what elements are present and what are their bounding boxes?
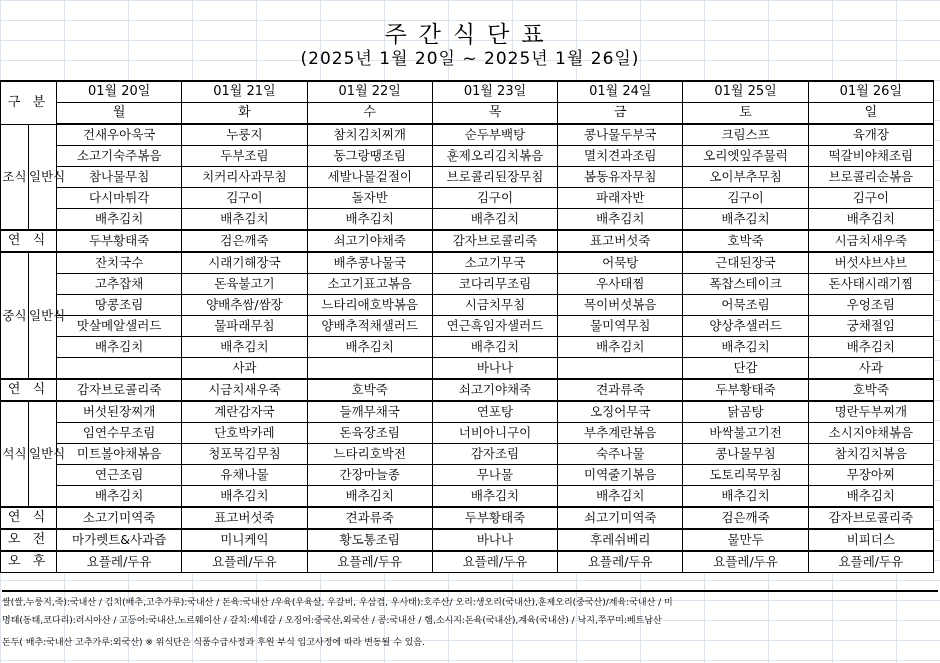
menu-item: 훈제오리김치볶음 xyxy=(432,146,557,167)
menu-item: 양배추적채샐러드 xyxy=(307,316,432,337)
breakfast_porridge-label: 연 식 xyxy=(1,230,57,252)
breakfast-meal-label: 조식 xyxy=(1,124,29,230)
lunch-row xyxy=(1,316,934,337)
menu-item: 유채나물 xyxy=(182,465,307,486)
breakfast-row xyxy=(1,146,934,167)
date-cell: 01월 23일 xyxy=(432,81,557,103)
menu-item: 잔치국수 xyxy=(57,252,182,274)
pm_snack-label: 오 후 xyxy=(1,551,57,573)
menu-item: 감자조림 xyxy=(432,444,557,465)
menu-item: 표고버섯죽 xyxy=(182,507,307,529)
breakfast-sub-label: 일반식 xyxy=(29,124,57,230)
pm_snack-row xyxy=(1,551,934,573)
menu-item: 돌자반 xyxy=(307,188,432,209)
menu-item: 버섯샤브샤브 xyxy=(808,252,933,274)
breakfast_porridge-row xyxy=(1,230,934,252)
menu-item: 호박죽 xyxy=(683,230,808,252)
menu-item: 폭찹스테이크 xyxy=(683,274,808,295)
breakfast-row xyxy=(1,209,934,231)
menu-item: 건새우아욱국 xyxy=(57,124,182,146)
date-cell: 01월 22일 xyxy=(307,81,432,103)
menu-item: 돈사태시래기찜 xyxy=(808,274,933,295)
origin-note-line-1: 쌀(쌀,누룽지,죽):국내산 / 김치(배추,고추가루):국내산 / 돈육:국내산 /우육(우육살, 우갈비, 우삼겹, 우사태):호주산/ 오리:생오리(국내산),훈제오리(중국산)/계육:국내산 / 미 xyxy=(2,590,938,614)
menu-item: 배추김치 xyxy=(683,337,808,358)
menu-item: 배추김치 xyxy=(182,209,307,231)
menu-item: 어묵조림 xyxy=(683,295,808,316)
dinner-row xyxy=(1,401,934,423)
menu-item: 배추김치 xyxy=(432,209,557,231)
menu-item: 바나나 xyxy=(432,529,557,551)
menu-item: 목이버섯볶음 xyxy=(558,295,683,316)
menu-item: 배추김치 xyxy=(432,337,557,358)
menu-item: 양상추샐러드 xyxy=(683,316,808,337)
menu-item: 브로콜리순볶음 xyxy=(808,167,933,188)
weekday-cell: 금 xyxy=(558,103,683,125)
menu-item: 무장아찌 xyxy=(808,465,933,486)
menu-item: 파래자반 xyxy=(558,188,683,209)
menu-item: 김구이 xyxy=(808,188,933,209)
weekday-cell: 토 xyxy=(683,103,808,125)
menu-item: 쇠고기미역죽 xyxy=(558,507,683,529)
menu-item: 배추김치 xyxy=(307,486,432,508)
menu-item: 명란두부찌개 xyxy=(808,401,933,423)
lunch-row xyxy=(1,252,934,274)
menu-item xyxy=(307,358,432,380)
menu-item: 물만두 xyxy=(683,529,808,551)
dinner-sub-label: 일반식 xyxy=(29,401,57,507)
lunch-sub-label: 일반식 xyxy=(29,252,57,379)
menu-item: 다시마튀각 xyxy=(57,188,182,209)
menu-item: 소시지야채볶음 xyxy=(808,423,933,444)
menu-item: 코다리무조림 xyxy=(432,274,557,295)
menu-item: 오이부추무침 xyxy=(683,167,808,188)
menu-item: 참치김치찌개 xyxy=(307,124,432,146)
menu-item: 표고버섯죽 xyxy=(558,230,683,252)
menu-item: 미역줄기볶음 xyxy=(558,465,683,486)
origin-note-line-3: 돈두( 배추:국내산 고추가루:외국산) ※ 위식단은 식품수급사정과 후원 부식 입고사정에 따라 변동될 수 있음. xyxy=(2,638,425,648)
lunch-meal-label: 중식 xyxy=(1,252,29,379)
breakfast-row xyxy=(1,124,934,146)
weekday-cell: 일 xyxy=(808,103,933,125)
lunch-row xyxy=(1,337,934,358)
menu-item: 요플레/두유 xyxy=(432,551,557,573)
dinner-row xyxy=(1,486,934,508)
menu-item: 사과 xyxy=(808,358,933,380)
menu-item: 물미역무침 xyxy=(558,316,683,337)
menu-item: 간장마늘종 xyxy=(307,465,432,486)
menu-item: 누룽지 xyxy=(182,124,307,146)
menu-item: 너비아니구이 xyxy=(432,423,557,444)
dinner-meal-label: 석식 xyxy=(1,401,29,507)
menu-item: 배추김치 xyxy=(307,209,432,231)
menu-item: 배추김치 xyxy=(558,209,683,231)
menu-item: 돈육불고기 xyxy=(182,274,307,295)
menu-item: 소고기무국 xyxy=(432,252,557,274)
origin-note-line-2: 명태(동태,코다리):러시아산 / 고등어:국내산,노르웨이산 / 갈치:세네갈 / 오징어:중국산,외국산 / 콩:국내산 / 햄,소시지:돈육(국내산),계육(국내산) / 낙지,쭈꾸미:베트남산 xyxy=(2,616,662,626)
dinner-row xyxy=(1,423,934,444)
menu-item: 사과 xyxy=(182,358,307,380)
menu-item: 소고기표고볶음 xyxy=(307,274,432,295)
menu-item: 멸치견과조림 xyxy=(558,146,683,167)
menu-item: 호박죽 xyxy=(808,379,933,401)
menu-item: 버섯된장찌개 xyxy=(57,401,182,423)
menu-item: 세발나물겉절이 xyxy=(307,167,432,188)
menu-item: 소고기숙주볶음 xyxy=(57,146,182,167)
menu-item xyxy=(57,358,182,380)
menu-item: 바나나 xyxy=(432,358,557,380)
menu-item: 배추김치 xyxy=(57,486,182,508)
menu-item: 양배추쌈/쌈장 xyxy=(182,295,307,316)
weekly-menu-table xyxy=(0,80,934,573)
menu-item: 느타리호박전 xyxy=(307,444,432,465)
menu-item: 단감 xyxy=(683,358,808,380)
menu-item: 요플레/두유 xyxy=(182,551,307,573)
menu-item: 요플레/두유 xyxy=(558,551,683,573)
menu-item: 고추잡채 xyxy=(57,274,182,295)
menu-item: 숙주나물 xyxy=(558,444,683,465)
menu-item: 맛살메알샐러드 xyxy=(57,316,182,337)
menu-item: 계란감자국 xyxy=(182,401,307,423)
menu-item: 연근조림 xyxy=(57,465,182,486)
date-cell: 01월 24일 xyxy=(558,81,683,103)
menu-item: 물파래무침 xyxy=(182,316,307,337)
menu-item xyxy=(558,358,683,380)
menu-item: 후레쉬베리 xyxy=(558,529,683,551)
menu-item: 배추김치 xyxy=(57,337,182,358)
menu-item: 미트볼야채볶음 xyxy=(57,444,182,465)
date-range-subtitle: (2025년 1월 20일 ~ 2025년 1월 26일) xyxy=(300,49,640,69)
weekday-cell: 목 xyxy=(432,103,557,125)
menu-item: 무나물 xyxy=(432,465,557,486)
menu-item: 시금치새우죽 xyxy=(182,379,307,401)
menu-item: 육개장 xyxy=(808,124,933,146)
menu-item: 배추콩나물국 xyxy=(307,252,432,274)
menu-item: 봄동유자무침 xyxy=(558,167,683,188)
menu-item: 배추김치 xyxy=(182,337,307,358)
menu-item: 땅콩조림 xyxy=(57,295,182,316)
weekday-cell: 월 xyxy=(57,103,182,125)
menu-item: 크림스프 xyxy=(683,124,808,146)
menu-item: 배추김치 xyxy=(808,486,933,508)
menu-item: 요플레/두유 xyxy=(307,551,432,573)
menu-item: 두부황태죽 xyxy=(432,507,557,529)
lunch-row xyxy=(1,358,934,380)
menu-item: 배추김치 xyxy=(808,209,933,231)
header-weekday-row xyxy=(1,103,934,125)
menu-item: 시래기해장국 xyxy=(182,252,307,274)
menu-item: 연근흑임자샐러드 xyxy=(432,316,557,337)
lunch_porridge-row xyxy=(1,379,934,401)
weekday-cell: 수 xyxy=(307,103,432,125)
menu-item: 임연수무조림 xyxy=(57,423,182,444)
menu-item: 마가렛트&사과즙 xyxy=(57,529,182,551)
menu-item: 비피더스 xyxy=(808,529,933,551)
menu-item: 시금치무침 xyxy=(432,295,557,316)
menu-item: 김구이 xyxy=(683,188,808,209)
menu-item: 미니케익 xyxy=(182,529,307,551)
menu-item: 닭곰탕 xyxy=(683,401,808,423)
menu-item: 쇠고기야채죽 xyxy=(307,230,432,252)
menu-item: 근대된장국 xyxy=(683,252,808,274)
lunch-row xyxy=(1,295,934,316)
menu-item: 배추김치 xyxy=(307,337,432,358)
menu-item: 배추김치 xyxy=(558,486,683,508)
menu-item: 오징어무국 xyxy=(558,401,683,423)
menu-item: 배추김치 xyxy=(683,209,808,231)
menu-item: 시금치새우죽 xyxy=(808,230,933,252)
menu-item: 오리엣잎주물럭 xyxy=(683,146,808,167)
menu-item: 순두부백탕 xyxy=(432,124,557,146)
menu-item: 들깨무채국 xyxy=(307,401,432,423)
am_snack-row xyxy=(1,529,934,551)
menu-item: 떡갈비야채조림 xyxy=(808,146,933,167)
menu-item: 바싹불고기전 xyxy=(683,423,808,444)
menu-item: 배추김치 xyxy=(558,337,683,358)
menu-item: 배추김치 xyxy=(432,486,557,508)
category-label: 구 분 xyxy=(1,81,57,124)
menu-item: 요플레/두유 xyxy=(683,551,808,573)
menu-item: 느타리애호박볶음 xyxy=(307,295,432,316)
am_snack-label: 오 전 xyxy=(1,529,57,551)
menu-item: 배추김치 xyxy=(182,486,307,508)
menu-item: 견과류죽 xyxy=(307,507,432,529)
date-cell: 01월 20일 xyxy=(57,81,182,103)
menu-item: 배추김치 xyxy=(683,486,808,508)
menu-item: 두부황태죽 xyxy=(57,230,182,252)
lunch-row xyxy=(1,274,934,295)
menu-item: 참치김치볶음 xyxy=(808,444,933,465)
date-cell: 01월 25일 xyxy=(683,81,808,103)
breakfast-row xyxy=(1,167,934,188)
menu-item: 우엉조림 xyxy=(808,295,933,316)
menu-item: 두부조림 xyxy=(182,146,307,167)
menu-item: 돈육장조림 xyxy=(307,423,432,444)
menu-item: 연포탕 xyxy=(432,401,557,423)
menu-item: 청포묵김무침 xyxy=(182,444,307,465)
menu-item: 어묵탕 xyxy=(558,252,683,274)
menu-item: 배추김치 xyxy=(808,337,933,358)
menu-item: 브로콜리된장무침 xyxy=(432,167,557,188)
menu-item: 콩나물두부국 xyxy=(558,124,683,146)
menu-item: 부추계란볶음 xyxy=(558,423,683,444)
page-title: 주간식단표 xyxy=(384,22,556,48)
menu-item: 도토리묵무침 xyxy=(683,465,808,486)
menu-item: 소고기미역죽 xyxy=(57,507,182,529)
dinner-row xyxy=(1,444,934,465)
lunch_porridge-label: 연 식 xyxy=(1,379,57,401)
dinner-row xyxy=(1,465,934,486)
menu-item: 황도통조림 xyxy=(307,529,432,551)
dinner_porridge-label: 연 식 xyxy=(1,507,57,529)
menu-item: 감자브로콜리죽 xyxy=(432,230,557,252)
menu-item: 감자브로콜리죽 xyxy=(808,507,933,529)
menu-item: 두부황태죽 xyxy=(683,379,808,401)
menu-item: 검은깨죽 xyxy=(683,507,808,529)
date-cell: 01월 26일 xyxy=(808,81,933,103)
menu-item: 우사태찜 xyxy=(558,274,683,295)
menu-item: 견과류죽 xyxy=(558,379,683,401)
menu-item: 참나물무침 xyxy=(57,167,182,188)
menu-item: 단호박카레 xyxy=(182,423,307,444)
dinner_porridge-row xyxy=(1,507,934,529)
header-date-row xyxy=(1,81,934,103)
weekday-cell: 화 xyxy=(182,103,307,125)
menu-item: 쇠고기야채죽 xyxy=(432,379,557,401)
origin-notes xyxy=(0,584,940,663)
menu-item: 배추김치 xyxy=(57,209,182,231)
menu-item: 치커리사과무침 xyxy=(182,167,307,188)
menu-item: 궁채절임 xyxy=(808,316,933,337)
menu-item: 동그랑땡조림 xyxy=(307,146,432,167)
menu-item: 김구이 xyxy=(182,188,307,209)
menu-item: 호박죽 xyxy=(307,379,432,401)
breakfast-row xyxy=(1,188,934,209)
menu-item: 요플레/두유 xyxy=(57,551,182,573)
menu-item: 검은깨죽 xyxy=(182,230,307,252)
menu-item: 김구이 xyxy=(432,188,557,209)
menu-item: 감자브로콜리죽 xyxy=(57,379,182,401)
menu-item: 요플레/두유 xyxy=(808,551,933,573)
menu-item: 콩나물무침 xyxy=(683,444,808,465)
date-cell: 01월 21일 xyxy=(182,81,307,103)
